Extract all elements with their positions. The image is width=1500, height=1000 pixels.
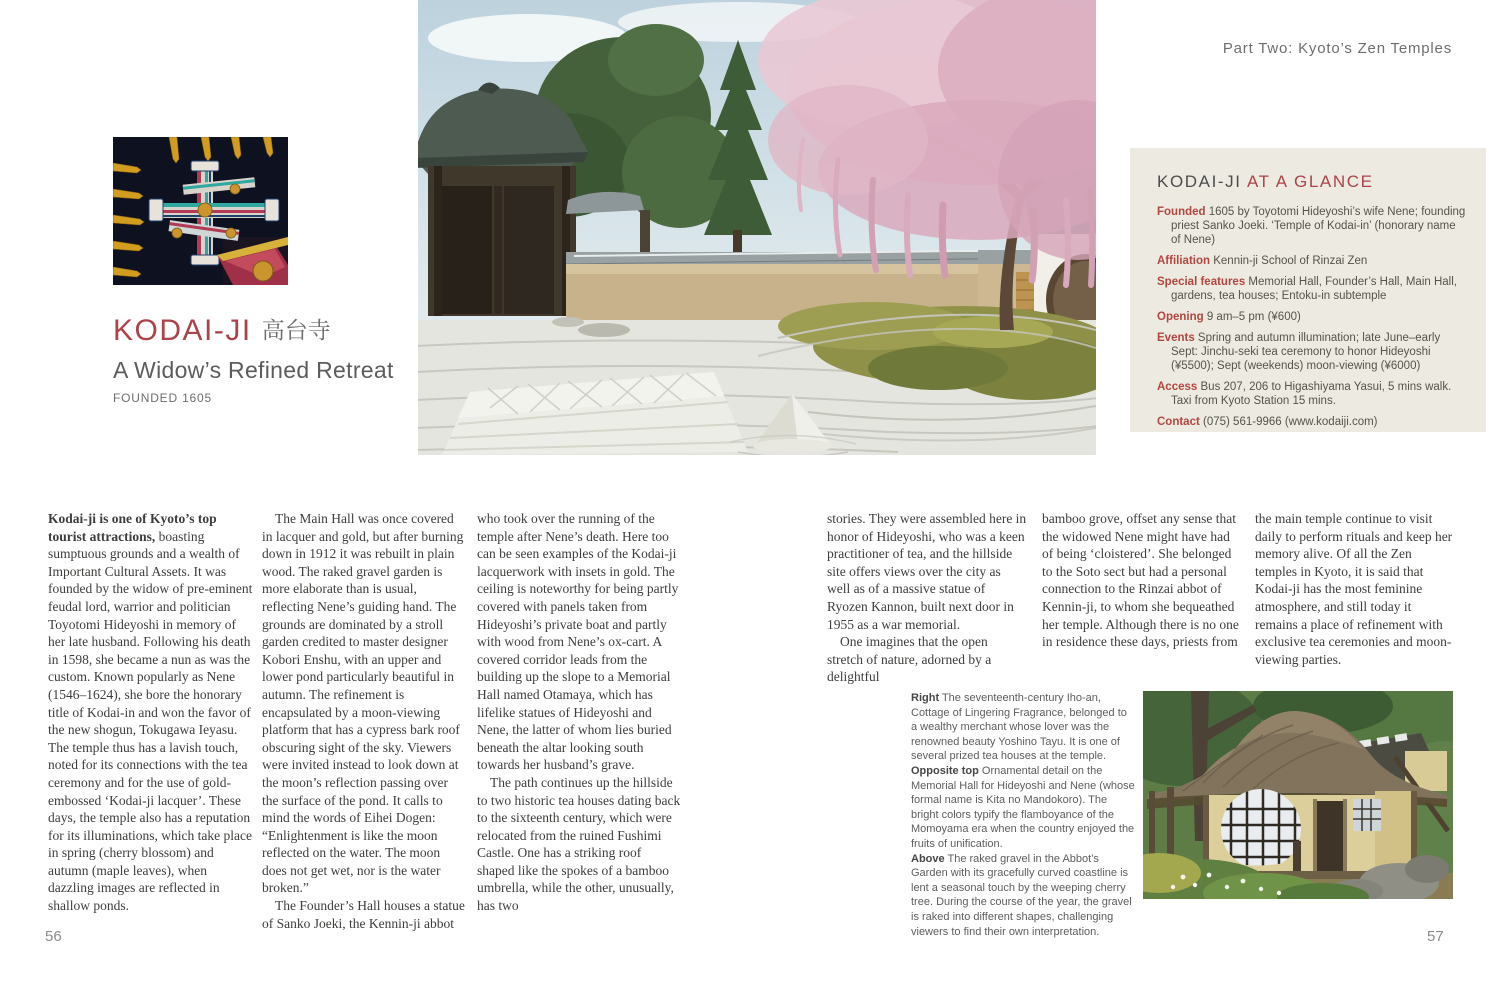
glance-text: 1605 by Toyotomi Hideyoshi’s wife Nene; founding priest Sanko Joeki. ‘Temple of Kodai-in’ (honorary name of Nene) — [1171, 206, 1466, 246]
glance-entry-founded — [1157, 205, 1468, 247]
glance-label: Special features — [1157, 276, 1246, 288]
body-column-5 — [1042, 510, 1242, 651]
founded-date: FOUNDED 1605 — [113, 391, 212, 405]
glance-title-accent: AT A GLANCE — [1246, 172, 1374, 191]
body-column-6 — [1255, 510, 1455, 668]
glance-label: Access — [1157, 381, 1198, 393]
glance-entry-special-features — [1157, 275, 1468, 303]
glance-label: Opening — [1157, 311, 1204, 323]
caption-label: Above — [911, 852, 945, 865]
caption-text: The seventeenth-century Iho-an, Cottage of Lingering Fragrance, belonged to a wealthy merchant whose lover was the renowned beauty Yoshino Tayu. It is one of several prized tea houses at the temple. — [911, 692, 1127, 763]
glance-label: Affiliation — [1157, 255, 1211, 267]
caption-text: The raked gravel in the Abbot’s Garden with its gracefully curved coastline is lent a seasonal touch by the weeping cherry tree. During the course of the year, the gravel is raked into different shapes, challenging viewers to find their own interpretation. — [911, 852, 1132, 938]
caption-label: Opposite top — [911, 764, 979, 777]
temple-name: KODAI-JI — [113, 314, 252, 347]
zen-garden-illustration — [418, 0, 1096, 455]
ornament-photo-illustration — [113, 137, 288, 285]
glance-entry-events — [1157, 331, 1468, 373]
glance-entry-opening — [1157, 310, 1468, 324]
glance-entry-affiliation — [1157, 254, 1468, 268]
bold-lead: Kodai-ji is one of Kyoto’s top tourist attractions, — [48, 511, 217, 544]
teahouse-photo — [1143, 691, 1453, 899]
glance-label: Events — [1157, 332, 1195, 344]
glance-text: Spring and autumn illumination; late June–early Sept: Jinchu-seki tea ceremony to honor Hideyoshi (¥5500); Sept (weekends) moon-viewing (¥6000) — [1171, 332, 1441, 372]
glance-entry-contact — [1157, 415, 1468, 429]
teahouse-illustration — [1143, 691, 1453, 899]
caption-block — [911, 691, 1135, 939]
body-paragraph — [48, 510, 253, 915]
caption-above — [911, 852, 1135, 940]
glance-text: Memorial Hall, Founder’s Hall, Main Hall, gardens, tea houses; Entoku-in subtemple — [1171, 276, 1457, 302]
glance-entry-access — [1157, 380, 1468, 408]
glance-label: Contact — [1157, 416, 1200, 428]
glance-title-temple: KODAI-JI — [1157, 172, 1242, 191]
body-paragraph: stories. They were assembled here in honor of Hideyoshi, who was a keen practitioner of tea, and the hillside site offers views over the city as well as of a massive statue of Ryozen Kannon, built next door in 1955 as a war memorial. — [827, 511, 1027, 632]
body-column-4 — [827, 510, 1027, 686]
caption-right — [911, 691, 1135, 764]
page-number-right: 57 — [1427, 928, 1444, 945]
glance-title — [1157, 172, 1468, 192]
body-paragraph: who took over the running of the temple after Nene’s death. Here too can be seen examples of the Kodai-ji lacquerwork with insets in gold. The ceiling is noteworthy for being partly covered with panels taken from Hideyoshi’s private boat and partly with wood from Nene’s ox-cart. A covered corridor leads from the building up the slope to a Memorial Hall named Otamaya, which has lifelike statues of Hideyoshi and Nene, the latter of whom lies buried beneath the altar looking south towards her husband’s grave. — [477, 511, 679, 773]
body-paragraph: The Main Hall was once covered in lacquer and gold, but after burning down in 1912 it was rebuilt in plain wood. The raked gravel garden is more elaborate than is usual, reflecting Nene’s guiding hand. The grounds are dominated by a stroll garden credited to master designer Kobori Enshu, with an upper and lower pond particularly beautiful in autumn. The refinement is encapsulated by a moon-viewing platform that has a cypress bark roof obscuring sight of the sky. Viewers were invited instead to look down at the moon’s reflection passing over the surface of the pond. It calls to mind the words of Eihei Dogen: “Enlightenment is like the moon reflected on the water. The moon does not get wet, nor is the water broken.” — [262, 511, 464, 896]
glance-text: Bus 207, 206 to Higashiyama Yasui, 5 mins walk. Taxi from Kyoto Station 15 mins. — [1171, 381, 1452, 407]
glance-text: 9 am–5 pm (¥600) — [1206, 311, 1301, 323]
body-paragraph: the main temple continue to visit daily to perform rituals and keep her memory alive. Of all the Zen temples in Kyoto, it is said that Kodai-ji has the most feminine atmosphere, and still today it remains a place of refinement with exclusive tea ceremonies and moon-viewing parties. — [1255, 511, 1453, 667]
body-column-2 — [262, 510, 467, 932]
chapter-subtitle: A Widow’s Refined Retreat — [113, 357, 394, 383]
glance-box — [1130, 148, 1486, 432]
glance-text: (075) 561-9966 (www.kodaiji.com) — [1203, 416, 1378, 428]
glance-text: Kennin-ji School of Rinzai Zen — [1213, 255, 1368, 267]
caption-text: Ornamental detail on the Memorial Hall for Hideyoshi and Nene (whose formal name is Kita no Mandokoro). The bright colors typify the flamboyance of the Momoyama era when the country enjoyed the fruits of unification. — [911, 764, 1135, 850]
body-paragraph: bamboo grove, offset any sense that the widowed Nene might have had of being ‘cloistered’. She belonged to the Soto sect but had a personal connection to the Rinzai abbot of Kennin-ji, to whom she bequeathed her temple. Although there is no one in residence these days, priests from — [1042, 511, 1239, 650]
body-column-3 — [477, 510, 682, 915]
body-paragraph: The Founder’s Hall houses a statue of Sanko Joeki, the Kennin-ji abbot — [262, 898, 465, 931]
body-paragraph: One imagines that the open stretch of nature, adorned by a delightful — [827, 634, 992, 685]
running-header: Part Two: Kyoto’s Zen Temples — [1222, 40, 1452, 57]
temple-name-japanese: 高台寺 — [261, 317, 331, 343]
caption-label: Right — [911, 692, 940, 704]
page-number-left: 56 — [45, 928, 62, 945]
main-photo — [418, 0, 1096, 455]
glance-label: Founded — [1157, 206, 1206, 218]
paragraph-text: boasting sumptuous grounds and a wealth of Important Cultural Assets. It was founded by the widow of pre-eminent feudal lord, warrior and politician Toyotomi Hideyoshi in memory of her late husband. Following his death in 1598, she became a nun as was the custom. Known popularly as Nene (1546–1624), she bore the honorary title of Kodai-in and won the favor of the new shogun, Tokugawa Ieyasu. The temple thus has a lavish touch, noted for its connections with the tea ceremony and for the use of gold-embossed ‘Kodai-ji lacquer’. These days, the temple also has a reputation for its illuminations, which take place in spring (cherry blossom) and autumn (maple leaves), when dazzling images are reflected in shallow ponds. — [48, 528, 253, 914]
body-paragraph: The path continues up the hillside to two historic tea houses dating back to the sixteenth century, which were relocated from the ruined Fushimi Castle. One has a striking roof shaped like the spokes of a bamboo umbrella, while the other, unusually, has two — [477, 774, 681, 914]
ornament-photo — [113, 137, 288, 285]
caption-opposite-top — [911, 764, 1135, 852]
title-block — [113, 312, 443, 405]
body-column-1 — [48, 510, 253, 915]
